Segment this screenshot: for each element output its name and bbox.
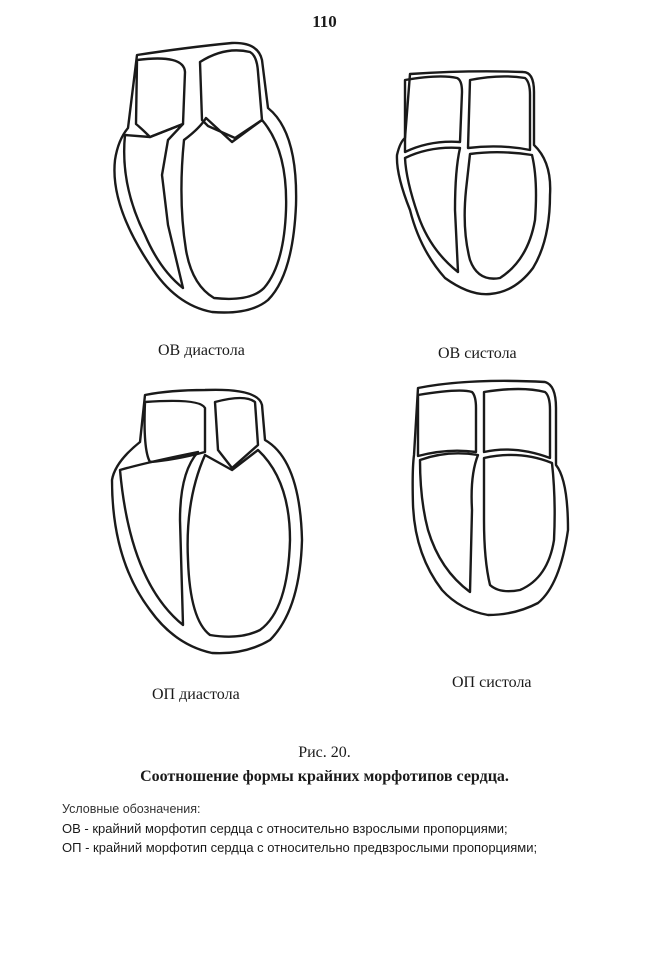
legend xyxy=(62,800,537,857)
left-ventricle xyxy=(181,118,286,299)
page-number: 110 xyxy=(312,12,337,31)
right-ventricle xyxy=(405,148,460,272)
left-ventricle xyxy=(188,450,290,637)
heart-ov-systole xyxy=(397,71,550,294)
right-ventricle xyxy=(120,452,198,625)
caption-ov-diastole: ОВ диастола xyxy=(158,342,245,359)
left-ventricle xyxy=(465,152,536,278)
heart-op-systole xyxy=(413,381,568,615)
right-ventricle xyxy=(124,124,183,288)
figure-title: Соотношение формы крайних морфотипов сердца. xyxy=(140,768,509,785)
caption-ov-systole: ОВ систола xyxy=(438,345,517,362)
left-atrium xyxy=(215,398,258,468)
legend-heading: Условные обозначения: xyxy=(62,802,201,816)
outer-contour xyxy=(413,381,568,615)
legend-item-ov: ОВ - крайний морфотип сердца с относительно взрослыми пропорциями; xyxy=(62,821,508,836)
heart-op-diastole xyxy=(112,390,302,653)
right-atrium xyxy=(405,76,462,152)
left-ventricle xyxy=(484,455,555,591)
caption-op-systole: ОП систола xyxy=(452,674,532,691)
caption-op-diastole: ОП диастола xyxy=(152,686,240,703)
outer-contour xyxy=(397,71,550,294)
left-atrium xyxy=(468,76,530,150)
figure-number: Рис. 20. xyxy=(298,744,351,761)
right-atrium xyxy=(418,391,476,456)
legend-item-op: ОП - крайний морфотип сердца с относительно предвзрослыми пропорциями; xyxy=(62,840,538,855)
left-atrium xyxy=(484,389,550,458)
heart-ov-diastole xyxy=(114,43,296,313)
left-atrium xyxy=(200,50,262,138)
outer-contour xyxy=(114,43,296,313)
